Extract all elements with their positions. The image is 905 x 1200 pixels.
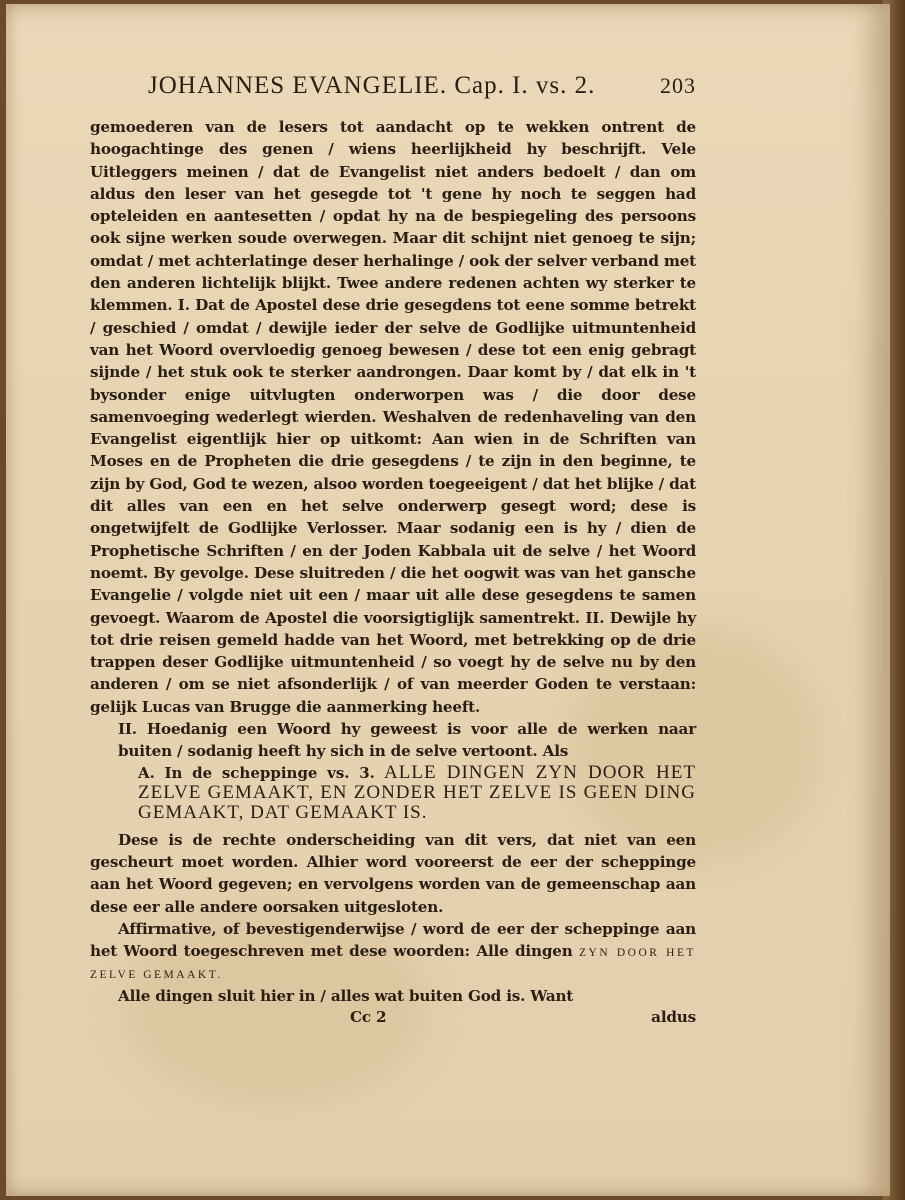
paragraph-1: gemoederen van de lesers tot aandacht op te wekken ontrent de hoogachtinge des genen / wiens heerlijkheid hy beschrijft. Vele Uitleggers meinen / dat de Evangelist niet anders bedoelt / dan om aldus den leser van het gesegde tot 't gene hy noch te seggen had opteleiden en aantesetten / opdat hy na de bespiegeling des persoons ook sijne werken soude overwegen. Maar dit schijnt niet genoeg te sijn; omdat / met achterlatinge deser herhalinge / ook der selver verband met den anderen lichtelijk blijkt. Twee andere redenen achten wy sterker te klemmen. I. Dat de Apostel dese drie gesegdens tot eene somme betrekt / geschied / omdat / dewijle ieder der selve de Godlijke uitmuntenheid van het Woord overvloedig genoeg bewesen / dese tot een enig gebragt sijnde / het stuk ook te sterker aandrongen. Daar komt by / dat elk in 't bysonder enige uitvlugten onderworpen was / die door dese samenvoeging wederlegt wierden. Weshalven de redenhaveling van den Evangelist eigentlijk hier op uitkomt: Aan wien in de Schriften van Moses en de Propheten die drie gesegdens / te zijn in den beginne, te zijn by God, God te wezen, alsoo worden toegeeigent / dat het blijke / dat dit alles van een en het selve onderwerp gesegt word; dese is ongetwijfelt de Godlijke Verlosser. Maar sodanig een is hy / dien de Prophetische Schriften / en der Joden Kabbala uit de selve / het Woord noemt. By gevolge. Dese sluitreden / die het oogwit was van het gansche Evangelie / volgde niet uit een / maar uit alle dese gesegdens te samen gevoegt. Waarom de Apostel die voorsigtiglijk samentrekt. II. Dewijle hy tot drie reisen gemeld hadde van het Woord, met betrekking op de drie trappen deser Godlijke uitmuntenheid / so voegt hy de selve nu by den anderen / om se niet afsonderlijk / of van meerder Goden te verstaan: gelijk Lucas van Brugge die aanmerking heeft. (90, 118, 696, 716)
paragraph-4 (90, 918, 696, 985)
scripture-quote (90, 763, 696, 823)
quote-lead: A. In de scheppinge vs. 3. (138, 763, 375, 782)
page-footer (90, 1007, 696, 1027)
body-text (90, 116, 696, 1027)
page-text (90, 72, 696, 1027)
paragraph-2: II. Hoedanig een Woord hy geweest is voor alle de werken naar buiten / sodanig heeft hy sich in de selve vertoont. Als (118, 720, 696, 761)
paragraph-4-text: Affirmative, of bevestigenderwijse / word de eer der scheppinge aan het Woord toegeschreven met dese woorden: Alle dingen (90, 919, 696, 961)
quote-text: ALLE DINGEN ZYN DOOR HET ZELVE GEMAAKT, EN ZONDER HET ZELVE IS GEEN DING GEMAAKT, DAT GEMAAKT IS. (138, 761, 696, 823)
catchword: aldus (651, 1007, 696, 1026)
paragraph-4-tail: ZYN DOOR HET ZELVE GEMAAKT. (90, 947, 696, 982)
paragraph-5: Alle dingen sluit hier in / alles wat buiten God is. Want (118, 986, 574, 1005)
paragraph-3: Dese is de rechte onderscheiding van dit vers, dat niet van een gescheurt moet worden. Alhier word vooreerst de eer der scheppinge aan het Woord gegeven; en vervolgens worden van de gemeenschap aan dese eer alle andere oorsaken uitgesloten. (90, 830, 696, 916)
running-header (90, 72, 696, 116)
signature-mark: Cc 2 (350, 1007, 387, 1026)
running-head-title: JOHANNES EVANGELIE. Cap. I. vs. 2. (148, 72, 596, 99)
page-number: 203 (660, 73, 696, 98)
